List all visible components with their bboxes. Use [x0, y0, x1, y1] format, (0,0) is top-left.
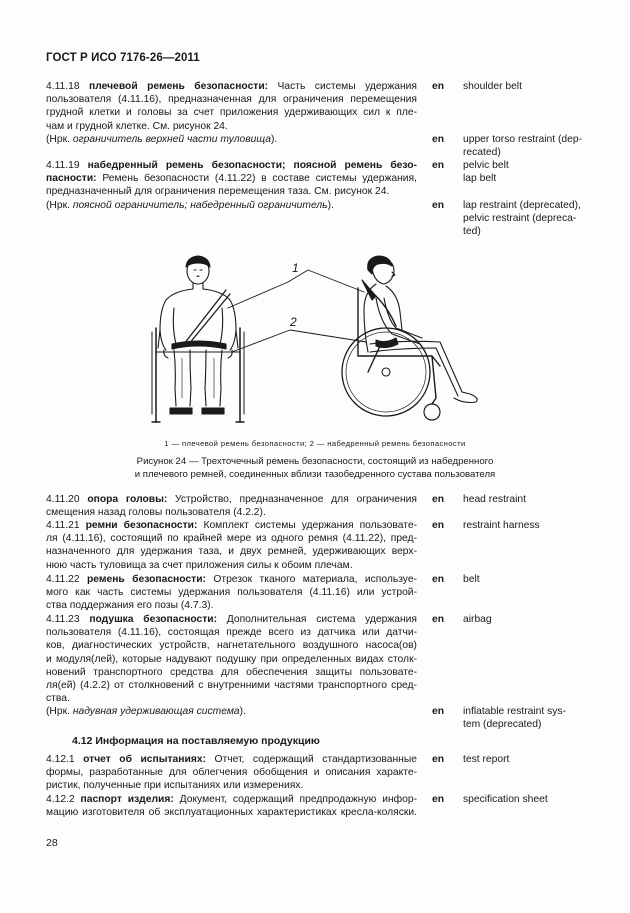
term-name: паспорт изделия: — [80, 794, 174, 805]
entry-text-ru — [46, 573, 417, 613]
entry-text-ru — [46, 519, 417, 572]
entry-line — [46, 586, 417, 599]
entry-text: ля (4.11.16), состоящий по крайней мере из одного ремня (4.11.22), пред- — [46, 533, 417, 545]
entry-text: 4.11.18 — [46, 81, 90, 92]
english-term-line: upper torso restraint (dep- — [463, 134, 583, 145]
entry-line — [46, 573, 417, 586]
entry-line — [46, 80, 417, 93]
english-term-line: ted) — [463, 226, 481, 238]
lang-code: en — [432, 794, 445, 805]
entry-text: ). — [239, 706, 246, 718]
english-term-line: pelvic belt — [463, 160, 509, 171]
entry-text: Дополнительная система удержания — [217, 614, 417, 625]
english-term-line: specification sheet — [463, 794, 548, 805]
english-term-line: pelvic restraint (depreca- — [463, 213, 577, 225]
english-term-line: shoulder belt — [463, 81, 522, 92]
entry-line — [46, 626, 417, 639]
entry-line — [46, 766, 417, 779]
entry-text: формы, разработанные для облегчения обобщения и описания характе- — [46, 767, 417, 779]
section-title: 4.12 Информация на поставляемую продукцию — [72, 735, 320, 747]
entry-text: 4.11.19 — [46, 160, 88, 171]
entry-text: чам и грудной клетке. См. рисунок 24. — [46, 120, 228, 132]
entry-line — [46, 545, 417, 558]
entry-line — [46, 692, 417, 705]
entry-text: и модуля(лей), которые надувают подушку при определенных видах столк- — [46, 653, 417, 665]
side-view-occupant — [342, 256, 477, 420]
lang-code: en — [432, 754, 445, 765]
entry-line — [46, 532, 417, 545]
entry-text: Комплект системы удержания пользовате- — [197, 520, 418, 531]
english-term — [463, 519, 589, 532]
entry-text: ства поддержания его позы (4.7.3). — [46, 600, 214, 612]
page-number: 28 — [46, 837, 58, 849]
entry-text: предназначенный для ограничения перемещения таза. См. рисунок 24. — [46, 186, 390, 198]
english-term-line: test report — [463, 754, 510, 765]
english-term — [463, 159, 589, 185]
lang-code: en — [432, 706, 445, 717]
entry-line — [46, 133, 417, 146]
english-term — [463, 613, 589, 626]
entry-line — [46, 199, 417, 212]
english-term — [463, 753, 589, 766]
entry-text: 4.11.22 — [46, 574, 87, 585]
entry-line — [46, 120, 417, 133]
lang-code: en — [432, 574, 445, 585]
entry-text: нюю часть туловища за счет приложения силы к обоим плечам. — [46, 559, 353, 571]
deprecated-term: поясной ограничитель; набедренный ограничитель — [72, 199, 328, 211]
english-term-line: airbag — [463, 614, 492, 625]
entry-line — [46, 493, 417, 506]
entry-text-ru — [46, 80, 417, 146]
entry-line — [46, 793, 417, 806]
callout-2-label: 2 — [290, 315, 297, 329]
english-term-line: lap belt — [463, 173, 497, 185]
front-view-occupant — [152, 256, 244, 422]
entry-line — [46, 599, 417, 612]
entry-text: Ремень безопасности (4.11.22) в составе системы удержания, — [96, 173, 417, 185]
english-term-line: belt — [463, 574, 480, 585]
figure-24-wheelchair-belts — [140, 248, 490, 428]
entry-line — [46, 559, 417, 572]
english-term-line: lap restraint (deprecated), — [463, 200, 581, 211]
deprecated-term: надувная удерживающая система — [72, 706, 240, 718]
entry-line — [46, 679, 417, 692]
english-term — [463, 493, 589, 506]
entry-text: Часть системы удержания — [268, 81, 417, 92]
term-name: отчет об испытаниях: — [83, 754, 206, 765]
entry-text: (Нрк. — [46, 199, 73, 211]
entry-text: 4.11.23 — [46, 614, 90, 625]
entry-line — [46, 666, 417, 679]
entry-text: грудной клетки и головы за счет приложения удерживающих сил к пле- — [46, 107, 417, 119]
english-term-line: head restraint — [463, 494, 526, 505]
lang-code: en — [432, 81, 445, 92]
entry-text: (Нрк. — [46, 706, 73, 718]
entry-text: 4.12.2 — [46, 794, 81, 805]
entry-line — [46, 185, 417, 198]
entry-line — [46, 779, 417, 792]
callout-1-label: 1 — [292, 261, 299, 275]
english-term-deprecated — [463, 705, 589, 731]
entry-line — [46, 613, 417, 626]
figure-caption-line: и плечевого ремней, соединенных вблизи тазобедренного сустава пользователя — [134, 468, 496, 480]
entry-text: ). — [270, 133, 278, 145]
entry-text: ). — [327, 199, 334, 211]
lang-code: en — [432, 160, 445, 171]
entry-line — [46, 705, 417, 718]
entry-line — [46, 93, 417, 106]
entry-line — [46, 519, 417, 532]
entry-text: ля(ей) (4.2.2) от столкновений с внутренними частями транспортного сред- — [46, 680, 417, 692]
callout-leaders — [228, 270, 366, 352]
figure-legend: 1 — плечевой ремень безопасности; 2 — набедренный ремень безопасности — [164, 439, 466, 448]
english-term — [463, 80, 589, 93]
entry-line — [46, 653, 417, 666]
entry-text: Отрезок тканого материала, используе- — [205, 574, 417, 585]
term-name: набедренный ремень безопасности; поясной ремень безо- — [87, 160, 417, 171]
english-term-line: restraint harness — [463, 520, 540, 531]
entry-line — [46, 753, 417, 766]
entry-line — [46, 172, 417, 185]
entry-text: (Нрк. — [46, 133, 73, 145]
entry-line — [46, 159, 417, 172]
term-name: опора головы: — [87, 494, 168, 505]
entry-text: смещения назад головы пользователя (4.2.2). — [46, 507, 266, 519]
entry-line — [46, 506, 417, 519]
entry-text-ru — [46, 493, 417, 519]
entry-text: 4.12.1 — [46, 754, 84, 765]
entry-text-ru — [46, 613, 417, 719]
figure-caption — [0, 456, 630, 481]
english-term-line: tem (deprecated) — [463, 719, 542, 731]
entry-text-ru — [46, 159, 417, 212]
deprecated-term: ограничитель верхней части туловища — [72, 133, 271, 145]
document-header: ГОСТ Р ИСО 7176-26—2011 — [46, 52, 200, 64]
lang-code: en — [432, 614, 445, 625]
english-term-deprecated — [463, 133, 589, 159]
entry-text: Устройство, предназначенное для ограничения — [167, 494, 417, 505]
entry-text: ристик, полученные при испытаниях или измерениях. — [46, 780, 304, 792]
entry-text: Отчет, содержащий стандартизованные — [206, 754, 417, 765]
entry-text: пользователя (4.11.16), состоящая прежде всего из датчика или датчи- — [46, 627, 417, 639]
lang-code: en — [432, 494, 445, 505]
figure-caption-line: Рисунок 24 — Трехточечный ремень безопасности, состоящий из набедренного — [136, 456, 494, 467]
entry-text: мого как часть системы удержания пользователя (4.11.16) или устрой- — [46, 587, 417, 599]
english-term-line: inflatable restraint sys- — [463, 706, 567, 717]
entry-line — [46, 106, 417, 119]
entry-text: пользователя (4.11.16), предназначенная для ограничения перемещения — [46, 94, 417, 106]
lang-code: en — [432, 200, 445, 211]
entry-line — [46, 639, 417, 652]
english-term — [463, 793, 589, 806]
entry-text: назначенного для удержания таза, и двух ремней, удерживающих верх- — [46, 546, 417, 558]
english-term-line: recated) — [463, 147, 501, 159]
term-name: ремень безопасности: — [86, 574, 206, 585]
entry-text: 4.11.21 — [46, 520, 86, 531]
entry-text: ства. — [46, 693, 70, 705]
entry-text: новений транспортного средства для обеспечения защиты пользовате- — [46, 666, 417, 678]
entry-text: Документ, содержащий предпродажную инфор- — [173, 794, 417, 805]
term-name: плечевой ремень безопасности: — [89, 81, 269, 92]
lang-code: en — [432, 520, 445, 531]
entry-text-ru — [46, 793, 417, 819]
entry-text-ru — [46, 753, 417, 793]
entry-line — [46, 806, 417, 819]
lang-code: en — [432, 134, 445, 145]
entry-text: 4.11.20 — [46, 494, 88, 505]
term-name: ремни безопасности: — [85, 520, 198, 531]
english-term-deprecated — [463, 199, 589, 239]
entry-text: ков, диагностических устройств, нагнетательного воздушного насоса(ов) — [46, 640, 417, 652]
english-term — [463, 573, 589, 586]
entry-text: мацию изготовителя об эксплуатационных характеристиках кресла-коляски. — [46, 807, 417, 819]
term-name: подушка безопасности: — [89, 614, 218, 625]
term-name: пасности: — [46, 173, 97, 185]
